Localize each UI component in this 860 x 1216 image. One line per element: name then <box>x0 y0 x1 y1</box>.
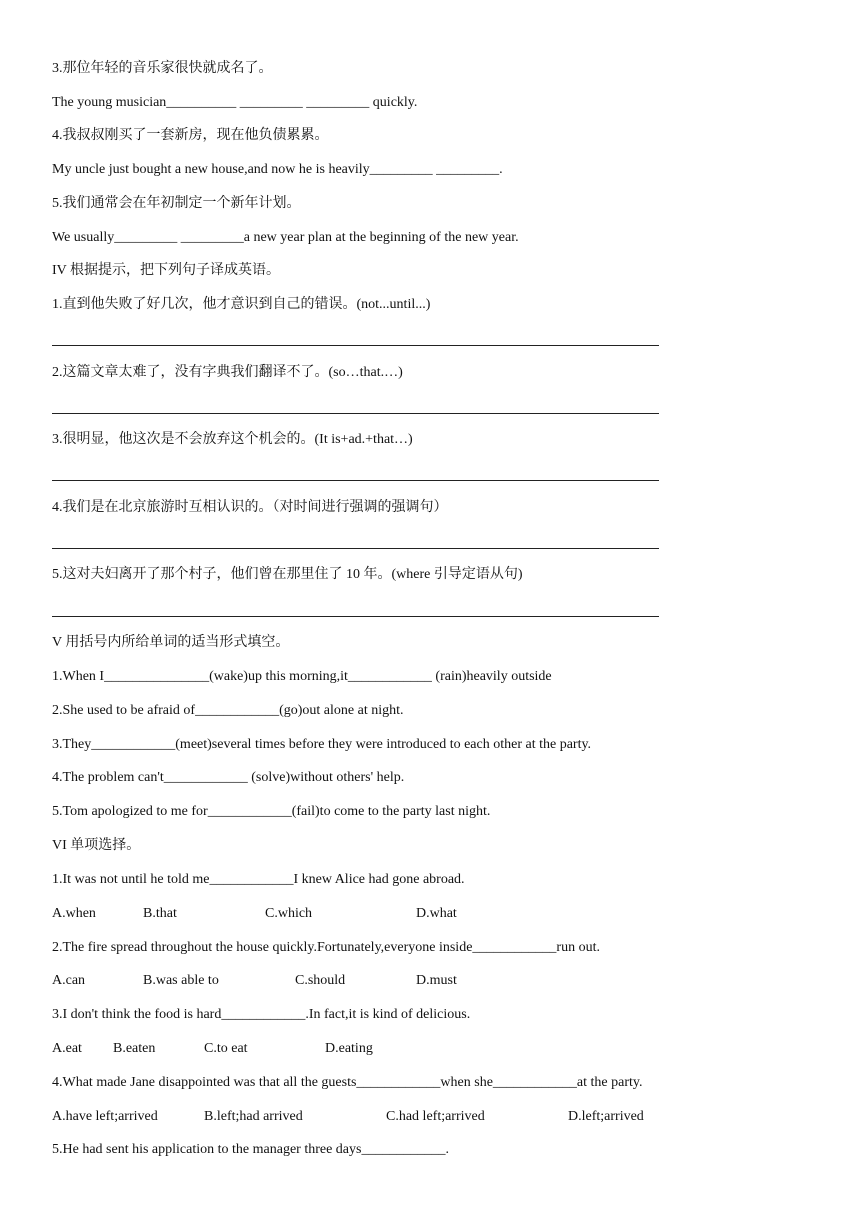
mc2-option-c[interactable]: C.should <box>295 973 346 988</box>
item-4-english: My uncle just bought a new house,and now he is heavily_________ _________. <box>52 162 503 177</box>
mc-question-2: 2.The fire spread throughout the house quickly.Fortunately,everyone inside____________run out. <box>52 940 600 955</box>
translation-prompt-1: 1.直到他失败了好几次，他才意识到自己的错误。(not...until...) <box>52 297 431 312</box>
section-iv-heading: IV 根据提示，把下列句子译成英语。 <box>52 263 281 278</box>
mc-question-3: 3.I don't think the food is hard____________.In fact,it is kind of delicious. <box>52 1007 471 1022</box>
mc-question-4: 4.What made Jane disappointed was that all the guests____________when she____________at the party. <box>52 1075 643 1090</box>
mc1-option-b[interactable]: B.that <box>143 906 177 921</box>
mc4-option-b[interactable]: B.left;had arrived <box>204 1109 303 1124</box>
translation-prompt-5: 5.这对夫妇离开了那个村子，他们曾在那里住了 10 年。(where 引导定语从句) <box>52 567 523 582</box>
item-3-english: The young musician__________ _________ _________ quickly. <box>52 95 418 110</box>
fill-item-1: 1.When I_______________(wake)up this morning,it____________ (rain)heavily outside <box>52 669 552 684</box>
translation-prompt-4: 4.我们是在北京旅游时互相认识的。（对时间进行强调的强调句） <box>52 500 448 515</box>
fill-item-3: 3.They____________(meet)several times before they were introduced to each other at the party. <box>52 737 592 752</box>
section-v-heading: V 用括号内所给单词的适当形式填空。 <box>52 635 290 650</box>
translation-prompt-2: 2.这篇文章太难了，没有字典我们翻译不了。(so…that.…) <box>52 365 403 380</box>
answer-line-1[interactable] <box>52 345 659 346</box>
item-5-english: We usually_________ _________a new year plan at the beginning of the new year. <box>52 230 519 245</box>
mc-question-5: 5.He had sent his application to the manager three days____________. <box>52 1142 449 1157</box>
mc4-option-d[interactable]: D.left;arrived <box>568 1109 644 1124</box>
fill-item-5: 5.Tom apologized to me for____________(fail)to come to the party last night. <box>52 804 491 819</box>
item-5-chinese: 5.我们通常会在年初制定一个新年计划。 <box>52 196 301 211</box>
translation-prompt-3: 3.很明显，他这次是不会放弃这个机会的。(It is+ad.+that…) <box>52 432 413 447</box>
mc1-option-c[interactable]: C.which <box>265 906 313 921</box>
item-4-chinese: 4.我叔叔刚买了一套新房，现在他负债累累。 <box>52 128 329 143</box>
mc2-option-b[interactable]: B.was able to <box>143 973 219 988</box>
answer-line-3[interactable] <box>52 480 659 481</box>
answer-line-4[interactable] <box>52 548 659 549</box>
mc1-option-d[interactable]: D.what <box>416 906 457 921</box>
fill-item-4: 4.The problem can't____________ (solve)without others' help. <box>52 770 405 785</box>
mc1-option-a[interactable]: A.when <box>52 906 96 921</box>
mc3-option-b[interactable]: B.eaten <box>113 1041 156 1056</box>
answer-line-2[interactable] <box>52 413 659 414</box>
mc4-option-a[interactable]: A.have left;arrived <box>52 1109 158 1124</box>
mc3-option-c[interactable]: C.to eat <box>204 1041 248 1056</box>
answer-line-5[interactable] <box>52 616 659 617</box>
fill-item-2: 2.She used to be afraid of____________(go)out alone at night. <box>52 703 404 718</box>
section-vi-heading: VI 单项选择。 <box>52 838 141 853</box>
mc3-option-d[interactable]: D.eating <box>325 1041 373 1056</box>
mc3-option-a[interactable]: A.eat <box>52 1041 82 1056</box>
mc2-option-d[interactable]: D.must <box>416 973 457 988</box>
mc2-option-a[interactable]: A.can <box>52 973 86 988</box>
item-3-chinese: 3.那位年轻的音乐家很快就成名了。 <box>52 61 273 76</box>
mc4-option-c[interactable]: C.had left;arrived <box>386 1109 485 1124</box>
mc-question-1: 1.It was not until he told me____________I knew Alice had gone abroad. <box>52 872 465 887</box>
